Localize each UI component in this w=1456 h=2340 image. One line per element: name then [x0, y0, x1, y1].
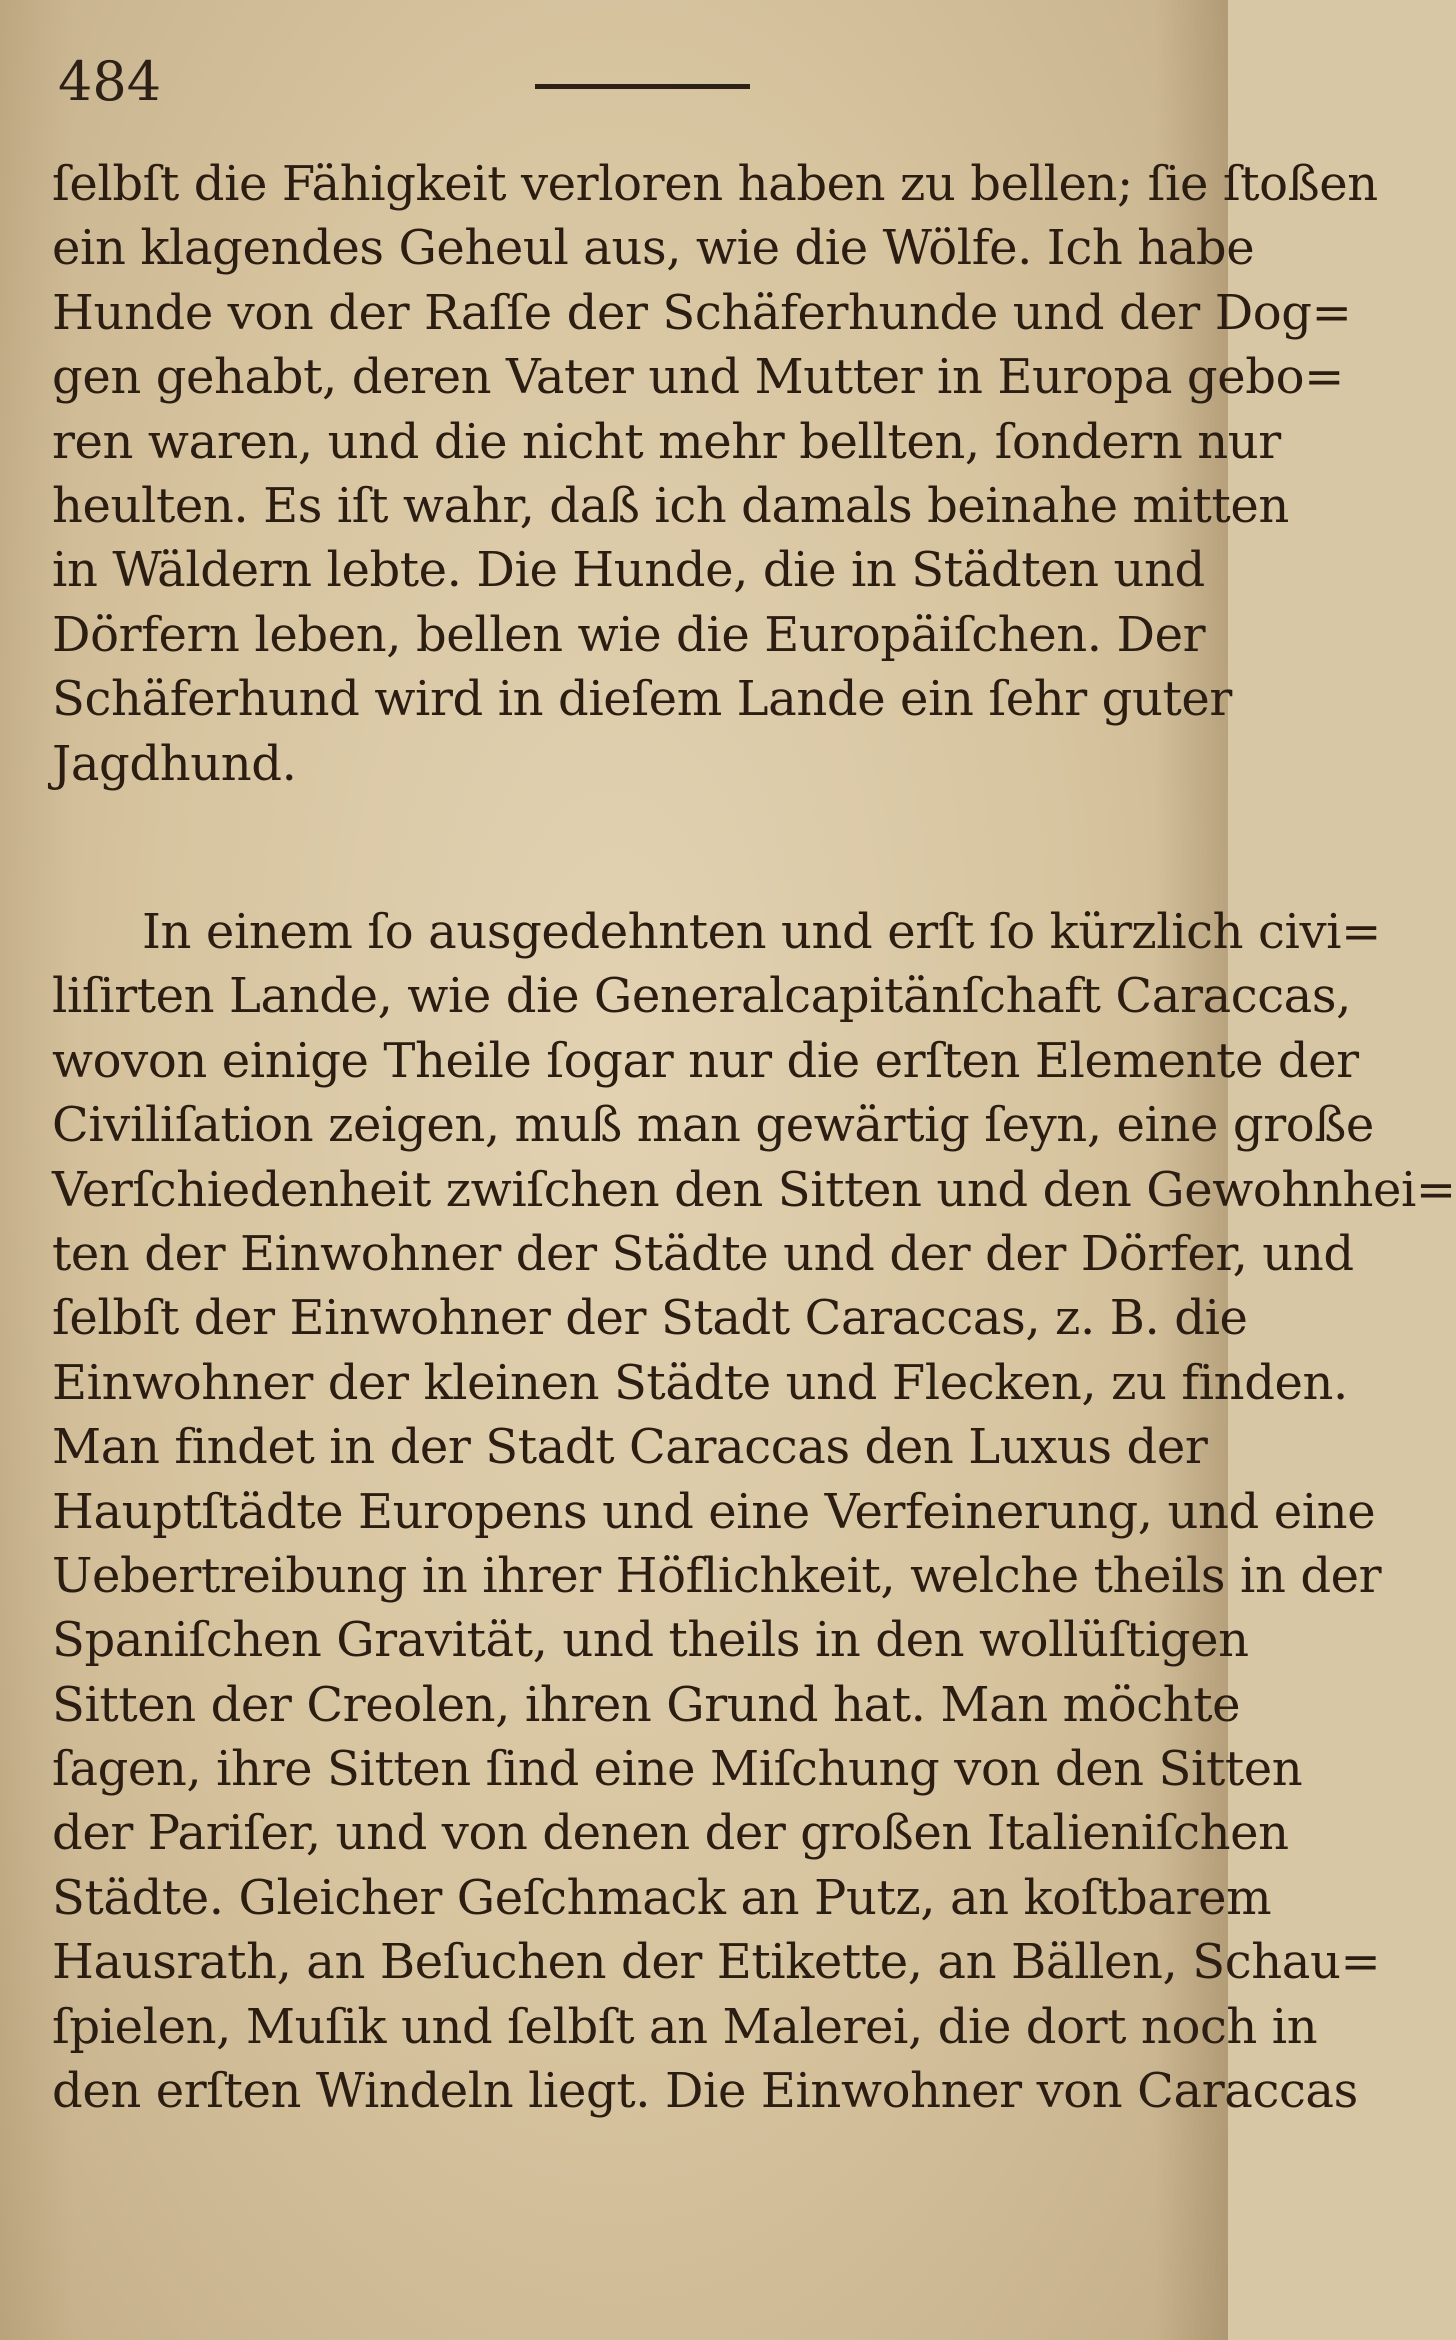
text-line: Einwohner der kleinen Städte und Flecken, zu finden.: [52, 1354, 1348, 1411]
text-line: ten der Einwohner der Städte und der der Dörfer, und: [52, 1225, 1354, 1282]
text-line: Hunde von der Raſſe der Schäferhunde und der Dog=: [52, 284, 1352, 341]
text-line: Civiliſation zeigen, muß man gewärtig ſeyn, eine große: [52, 1097, 1374, 1154]
text-line: In einem ſo ausgedehnten und erſt ſo kürzlich civi=: [142, 904, 1381, 960]
text-line: ren waren, und die nicht mehr bellten, ſondern nur: [52, 413, 1281, 470]
text-line: gen gehabt, deren Vater und Mutter in Europa gebo=: [52, 349, 1344, 406]
text-line: Städte. Gleicher Geſchmack an Putz, an koſtbarem: [52, 1869, 1272, 1926]
text-line: ein klagendes Geheul aus, wie die Wölfe. Ich habe: [52, 220, 1255, 277]
text-line: liſirten Lande, wie die Generalcapitänſchaft Caraccas,: [52, 968, 1351, 1025]
page-number: 484: [58, 50, 162, 113]
text-line: Dörfern leben, bellen wie die Europäiſchen. Der: [52, 606, 1206, 663]
text-line: wovon einige Theile ſogar nur die erſten Elemente der: [52, 1032, 1359, 1089]
text-line: in Wäldern lebte. Die Hunde, die in Städten und: [52, 542, 1205, 599]
header-rule: [535, 84, 750, 89]
text-line: Jagdhund.: [52, 735, 297, 792]
text-line: ſagen, ihre Sitten ſind eine Miſchung von den Sitten: [52, 1741, 1303, 1798]
text-line: Man findet in der Stadt Caraccas den Luxus der: [52, 1419, 1208, 1476]
text-line: ſelbſt der Einwohner der Stadt Caraccas, z. B. die: [52, 1290, 1248, 1347]
text-line: ſelbſt die Fähigkeit verloren haben zu bellen; ſie ſtoßen: [52, 156, 1378, 212]
text-line: den erſten Windeln liegt. Die Einwohner von Caraccas: [52, 2063, 1358, 2120]
text-line: heulten. Es iſt wahr, daß ich damals beinahe mitten: [52, 477, 1289, 534]
text-line: Hauptſtädte Europens und eine Verfeinerung, und eine: [52, 1483, 1376, 1540]
text-line: Spaniſchen Gravität, und theils in den wollüſtigen: [52, 1612, 1249, 1669]
text-line: der Pariſer, und von denen der großen Italieniſchen: [52, 1805, 1289, 1862]
text-line: ſpielen, Muſik und ſelbſt an Malerei, die dort noch in: [52, 1998, 1318, 2055]
paragraph-2: [52, 900, 1456, 2123]
text-line: Sitten der Creolen, ihren Grund hat. Man möchte: [52, 1676, 1241, 1733]
text-line: Verſchiedenheit zwiſchen den Sitten und den Gewohnhei=: [52, 1161, 1456, 1218]
text-line: Hausrath, an Beſuchen der Etikette, an Bällen, Schau=: [52, 1934, 1381, 1991]
paragraph-1: [52, 152, 1378, 796]
text-line: Schäferhund wird in dieſem Lande ein ſehr guter: [52, 671, 1232, 728]
text-line: Uebertreibung in ihrer Höflichkeit, welche theils in der: [52, 1547, 1382, 1604]
